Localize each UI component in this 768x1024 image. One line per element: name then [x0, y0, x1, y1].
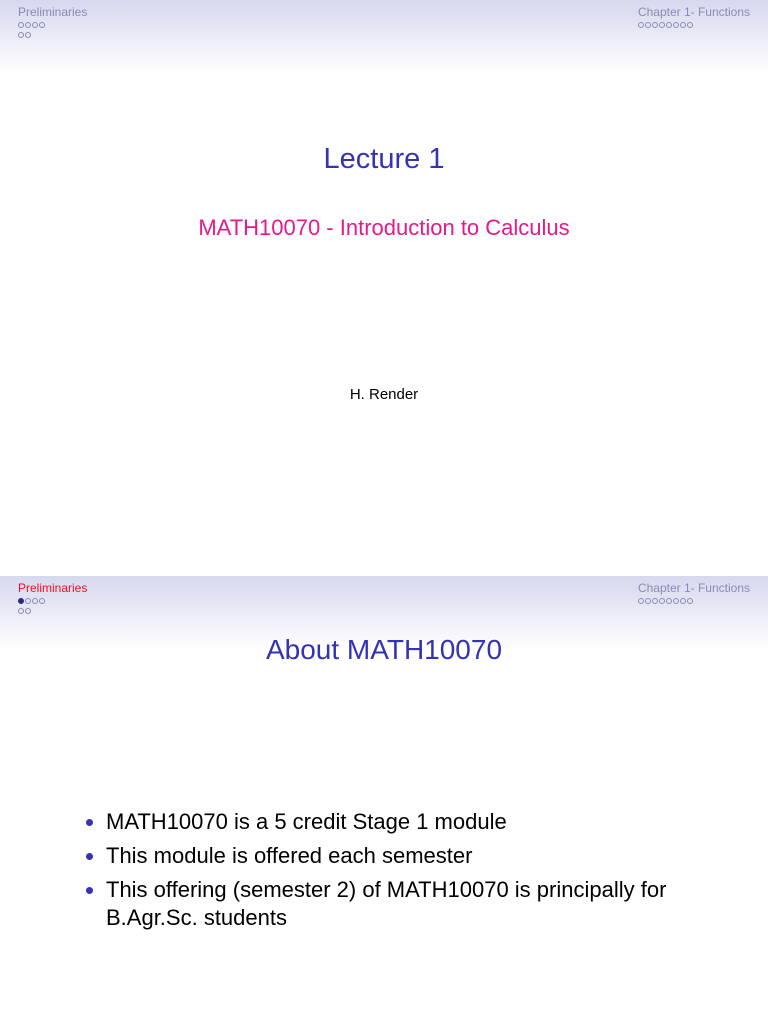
nav-dot[interactable] — [39, 22, 45, 28]
nav-dot[interactable] — [638, 22, 644, 28]
bullet-text: This module is offered each semester — [106, 843, 473, 868]
navigation-bar — [0, 0, 768, 74]
nav-section-chapter-1[interactable] — [638, 4, 750, 30]
nav-dot[interactable] — [25, 22, 31, 28]
nav-section-preliminaries[interactable] — [18, 580, 87, 616]
nav-section-label-active[interactable]: Preliminaries — [18, 581, 88, 595]
nav-dot[interactable] — [39, 598, 45, 604]
nav-dots-row-2 — [18, 606, 87, 616]
bullet-item — [82, 842, 722, 870]
nav-section-chapter-1[interactable] — [638, 580, 750, 606]
bullet-text: MATH10070 is a 5 credit Stage 1 module — [106, 809, 507, 834]
nav-dot[interactable] — [652, 598, 658, 604]
bullet-text: This offering (semester 2) of MATH10070 is principally for B.Agr.Sc. students — [106, 877, 667, 930]
nav-dot[interactable] — [659, 598, 665, 604]
nav-dot[interactable] — [18, 32, 24, 38]
nav-dot[interactable] — [673, 22, 679, 28]
nav-dot[interactable] — [680, 598, 686, 604]
nav-dot[interactable] — [18, 608, 24, 614]
nav-dot-current[interactable] — [18, 598, 24, 604]
nav-dot[interactable] — [645, 598, 651, 604]
nav-dot[interactable] — [32, 598, 38, 604]
nav-dot[interactable] — [18, 22, 24, 28]
nav-section-label[interactable]: Chapter 1- Functions — [637, 581, 750, 595]
nav-dot[interactable] — [638, 598, 644, 604]
lecture-title: Lecture 1 — [323, 143, 445, 175]
bullet-item — [82, 808, 722, 836]
nav-dots-row-1 — [638, 596, 750, 606]
nav-dots-row-2 — [18, 30, 87, 40]
bullet-dot-icon — [86, 887, 93, 894]
nav-dot[interactable] — [687, 598, 693, 604]
bullet-dot-icon — [86, 853, 93, 860]
nav-dot[interactable] — [687, 22, 693, 28]
nav-dot[interactable] — [645, 22, 651, 28]
nav-dots-row-1 — [18, 20, 87, 30]
frame-title: About MATH10070 — [265, 634, 503, 665]
author-name: H. Render — [349, 386, 419, 403]
nav-dot[interactable] — [659, 22, 665, 28]
nav-dot[interactable] — [25, 32, 31, 38]
bullet-dot-icon — [86, 819, 93, 826]
nav-dots-row-1 — [18, 596, 87, 606]
nav-dot[interactable] — [25, 598, 31, 604]
nav-dot[interactable] — [25, 608, 31, 614]
about-slide — [0, 576, 768, 1024]
nav-dot[interactable] — [666, 598, 672, 604]
nav-dot[interactable] — [666, 22, 672, 28]
nav-dot[interactable] — [673, 598, 679, 604]
nav-dots-row-1 — [638, 20, 750, 30]
bullet-list — [82, 808, 722, 938]
nav-section-preliminaries[interactable] — [18, 4, 87, 40]
nav-dot[interactable] — [32, 22, 38, 28]
nav-section-label[interactable]: Chapter 1- Functions — [637, 5, 750, 19]
nav-section-label[interactable]: Preliminaries — [18, 5, 88, 19]
nav-dot[interactable] — [680, 22, 686, 28]
nav-dot[interactable] — [652, 22, 658, 28]
course-subtitle: MATH10070 - Introduction to Calculus — [198, 215, 570, 240]
bullet-item — [82, 876, 722, 932]
